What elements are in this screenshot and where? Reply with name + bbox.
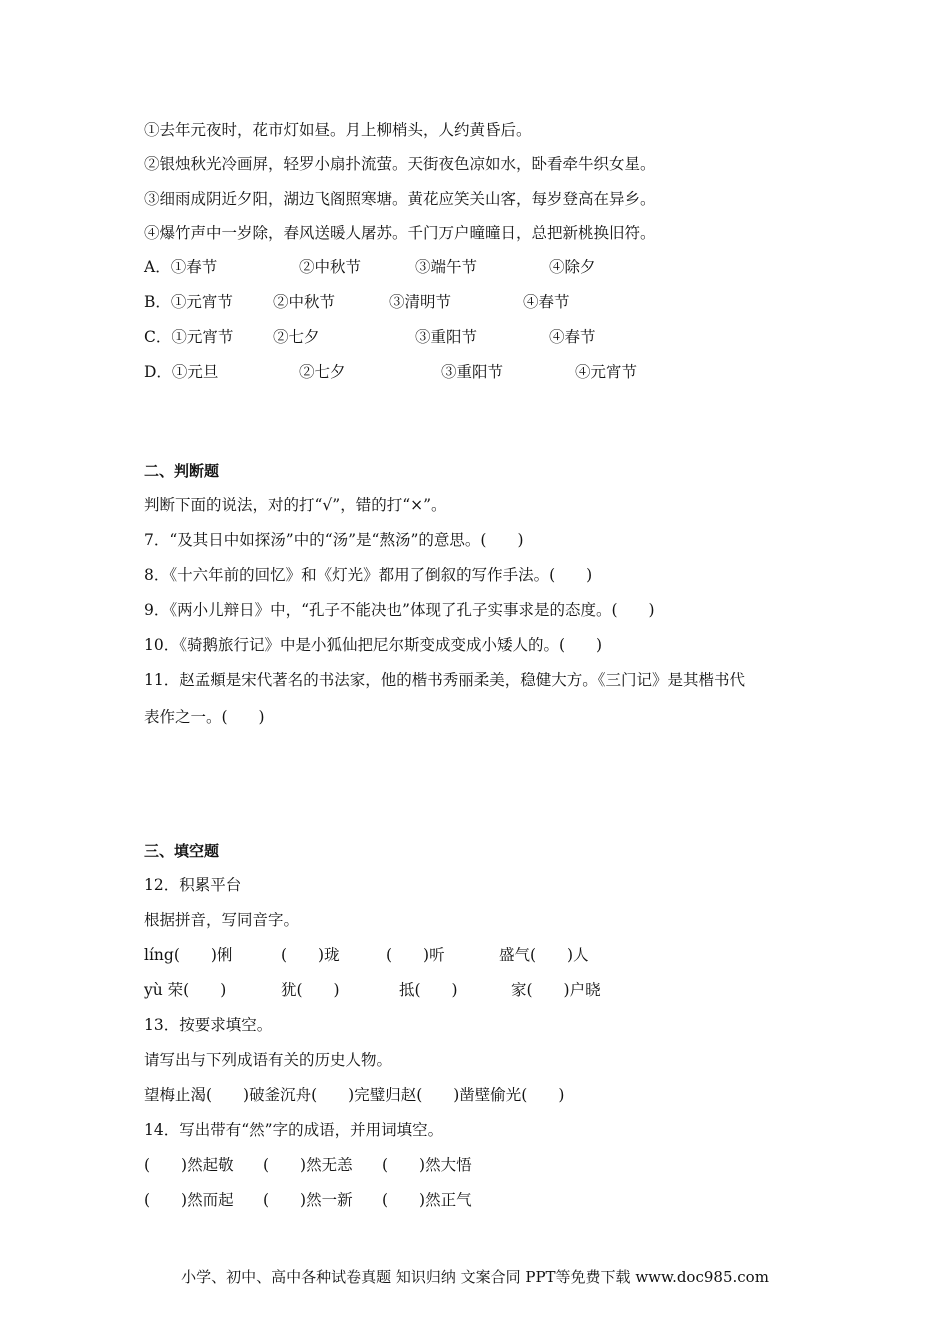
- option-d-3: ③重阳节: [441, 363, 504, 381]
- option-b-1: B．①元宵节: [144, 293, 233, 311]
- poem-3: ③细雨成阴近夕阳，湖边飞阁照寒塘。黄花应笑关山客，每岁登高在异乡。: [144, 190, 656, 208]
- poem-1: ①去年元夜时，花市灯如昼。月上柳梢头，人约黄昏后。: [144, 121, 532, 139]
- yu-blank-3[interactable]: 抵( ): [399, 981, 458, 999]
- option-d-2: ②七夕: [299, 363, 346, 381]
- question-7: 7．“及其日中如探汤”中的“汤”是“熬汤”的意思。( ): [144, 531, 524, 549]
- option-a-2: ②中秋节: [299, 258, 362, 276]
- question-12-title: 12．积累平台: [144, 876, 242, 894]
- option-a-1: A．①春节: [144, 258, 218, 276]
- yu-blank-1[interactable]: yù 荣( ): [144, 981, 227, 999]
- section-3-title: 三、填空题: [144, 842, 220, 860]
- question-13-items[interactable]: 望梅止渴( )破釜沉舟( )完璧归赵( )凿壁偷光( ): [144, 1086, 565, 1104]
- question-8: 8．《十六年前的回忆》和《灯光》都用了倒叙的写作手法。( ): [144, 566, 593, 584]
- section-2-instruction: 判断下面的说法，对的打“√”，错的打“×”。: [144, 496, 447, 514]
- question-10: 10．《骑鹅旅行记》中是小狐仙把尼尔斯变成变成小矮人的。( ): [144, 636, 603, 654]
- option-b-4: ④春节: [523, 293, 570, 311]
- option-b-2: ②中秋节: [273, 293, 336, 311]
- question-13-instruction: 请写出与下列成语有关的历史人物。: [144, 1051, 393, 1069]
- footer-banner: 小学、初中、高中各种试卷真题 知识归纳 文案合同 PPT等免费下载 www.doc985.com: [181, 1268, 769, 1286]
- option-d-1: D．①元旦: [144, 363, 219, 381]
- ran-blank-1[interactable]: ( )然起敬: [144, 1156, 234, 1174]
- ling-blank-2[interactable]: ( )珑: [281, 946, 340, 964]
- option-b-3: ③清明节: [389, 293, 452, 311]
- ran-blank-2[interactable]: ( )然无恙: [263, 1156, 353, 1174]
- option-a-4: ④除夕: [549, 258, 596, 276]
- option-c-4: ④春节: [549, 328, 596, 346]
- ling-blank-3[interactable]: ( )听: [386, 946, 445, 964]
- option-c-3: ③重阳节: [415, 328, 478, 346]
- question-9: 9．《两小儿辩日》中，“孔子不能决也”体现了孔子实事求是的态度。( ): [144, 601, 655, 619]
- option-c-2: ②七夕: [273, 328, 320, 346]
- ling-blank-1[interactable]: líng( )俐: [144, 946, 233, 964]
- option-d-4: ④元宵节: [575, 363, 638, 381]
- yu-blank-4[interactable]: 家( )户晓: [511, 981, 601, 999]
- option-c-1: C．①元宵节: [144, 328, 234, 346]
- section-2-title: 二、判断题: [144, 462, 220, 480]
- question-14-title: 14．写出带有“然”字的成语，并用词填空。: [144, 1121, 444, 1139]
- yu-blank-2[interactable]: 犹( ): [281, 981, 340, 999]
- poem-4: ④爆竹声中一岁除，春风送暖人屠苏。千门万户曈曈日，总把新桃换旧符。: [144, 224, 656, 242]
- ran-blank-6[interactable]: ( )然正气: [382, 1191, 472, 1209]
- option-a-3: ③端午节: [415, 258, 478, 276]
- question-13-title: 13．按要求填空。: [144, 1016, 273, 1034]
- question-12-instruction: 根据拼音，写同音字。: [144, 911, 300, 929]
- ran-blank-5[interactable]: ( )然一新: [263, 1191, 353, 1209]
- ran-blank-3[interactable]: ( )然大悟: [382, 1156, 472, 1174]
- poem-2: ②银烛秋光冷画屏，轻罗小扇扑流萤。天街夜色凉如水，卧看牵牛织女星。: [144, 155, 656, 173]
- question-11-line-1: 11．赵孟頫是宋代著名的书法家，他的楷书秀丽柔美，稳健大方。《三门记》是其楷书代: [144, 671, 745, 689]
- question-11-line-2: 表作之一。( ): [144, 708, 265, 726]
- ran-blank-4[interactable]: ( )然而起: [144, 1191, 234, 1209]
- ling-blank-4[interactable]: 盛气( )人: [499, 946, 589, 964]
